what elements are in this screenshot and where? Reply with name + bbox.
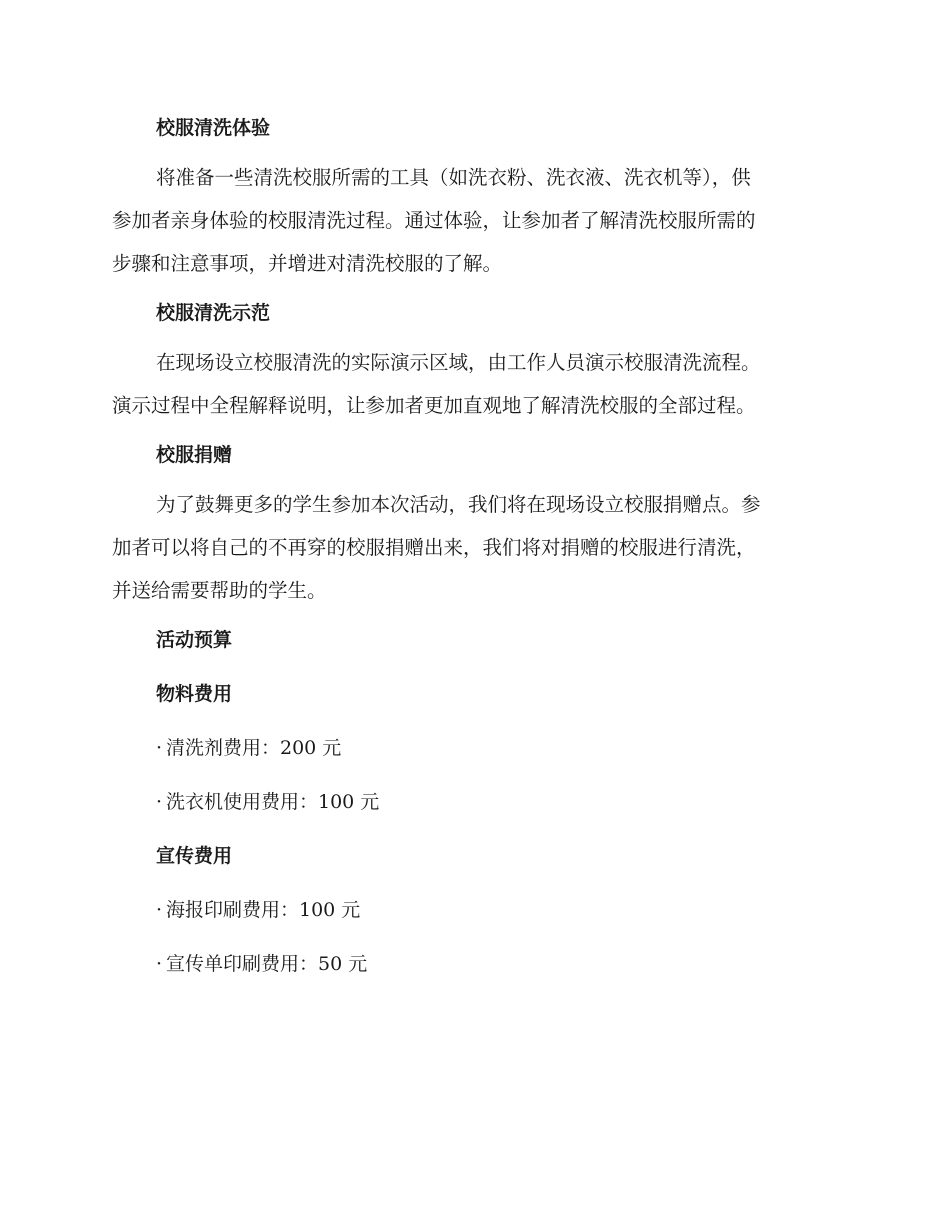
section-heading-wash-demo: 校服清洗示范	[156, 302, 271, 324]
paragraph-donation	[112, 483, 832, 612]
paragraph-line: 加者可以将自己的不再穿的校服捐赠出来，我们将对捐赠的校服进行清洗，	[112, 536, 756, 559]
list-item-text: 洗衣机使用费用：100 元	[166, 791, 380, 813]
paragraph-wash-experience	[112, 156, 832, 285]
document-page	[112, 108, 832, 984]
paragraph-line: 步骤和注意事项，并增进对清洗校服的了解。	[112, 252, 503, 275]
paragraph-line: 将准备一些清洗校服所需的工具（如洗衣粉、洗衣液、洗衣机等），供	[156, 166, 751, 189]
bullet-dot: ·	[156, 737, 163, 759]
section-heading-donation: 校服捐赠	[156, 444, 233, 466]
list-item-text: 宣传单印刷费用：50 元	[166, 953, 368, 975]
section-heading-wash-experience: 校服清洗体验	[156, 117, 271, 139]
paragraph-line: 在现场设立校服清洗的实际演示区域，由工作人员演示校服清洗流程。	[156, 351, 761, 374]
list-item-washer-cost	[112, 782, 832, 822]
list-item-text: 海报印刷费用：100 元	[166, 899, 361, 921]
list-item-text: 清洗剂费用：200 元	[166, 737, 342, 759]
bullet-dot: ·	[156, 899, 163, 921]
paragraph-line: 并送给需要帮助的学生。	[112, 579, 327, 602]
paragraph-line: 参加者亲身体验的校服清洗过程。通过体验，让参加者了解清洗校服所需的	[112, 209, 756, 232]
section-heading-budget: 活动预算	[156, 629, 233, 651]
list-item-detergent-cost	[112, 728, 832, 768]
bullet-dot: ·	[156, 953, 163, 975]
subsection-heading-promotion: 宣传费用	[156, 845, 233, 867]
paragraph-line: 演示过程中全程解释说明，让参加者更加直观地了解清洗校服的全部过程。	[112, 394, 756, 417]
paragraph-line: 为了鼓舞更多的学生参加本次活动，我们将在现场设立校服捐赠点。参	[156, 493, 761, 516]
list-item-flyer-cost	[112, 944, 832, 984]
paragraph-wash-demo	[112, 341, 832, 427]
subsection-heading-materials: 物料费用	[156, 683, 233, 705]
bullet-dot: ·	[156, 791, 163, 813]
list-item-poster-cost	[112, 890, 832, 930]
